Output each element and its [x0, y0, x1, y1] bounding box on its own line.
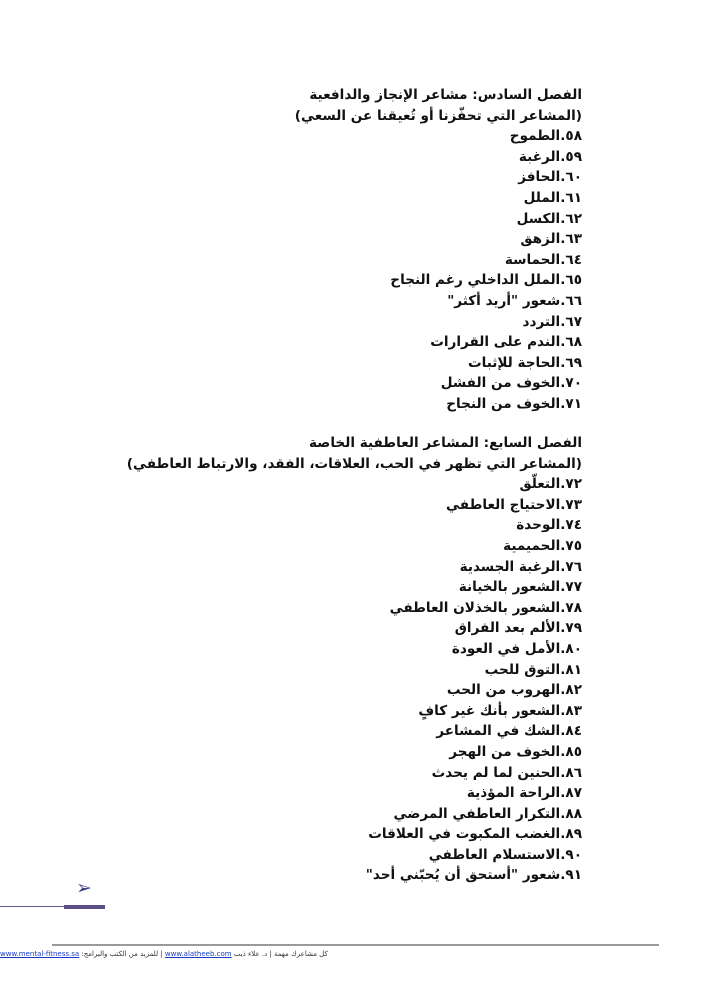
footer-divider — [52, 944, 659, 946]
list-item: ٨٢.الهروب من الحب — [446, 682, 582, 699]
footer-text-middle: | للمزيد من الكتب والبرامج: — [79, 950, 165, 958]
chapter-6-section — [295, 85, 582, 415]
list-item: ٦٣.الزهق — [520, 231, 582, 248]
arrow-right-icon: ➢ — [76, 877, 92, 899]
chapter-7-title: الفصل السابع: المشاعر العاطفية الخاصة — [308, 435, 582, 451]
list-item: ٧٤.الوحدة — [516, 517, 582, 534]
list-item: ٦٩.الحاجة للإثبات — [467, 354, 582, 371]
list-item: ٦٢.الكسل — [516, 210, 582, 227]
list-item: ٧٩.الألم بعد الفراق — [454, 620, 582, 637]
list-item: ٨٠.الأمل في العودة — [451, 640, 582, 657]
list-item: ٨١.التوق للحب — [484, 661, 582, 678]
list-item: ٨٦.الحنين لما لم يحدث — [431, 764, 582, 781]
footer-text: كل مشاعرك مهمة | د. علاء ذيب — [231, 950, 328, 958]
list-item: ٩١.شعور "أستحق أن يُحبّني أحد" — [365, 867, 582, 884]
accent-bar — [64, 905, 105, 909]
list-item: ٧٧.الشعور بالخيانة — [458, 579, 582, 596]
chapter-6-title: الفصل السادس: مشاعر الإنجاز والدافعية — [309, 87, 582, 103]
list-item: ٧١.الخوف من النجاح — [446, 395, 582, 412]
list-item: ٨٧.الراحة المؤذية — [466, 785, 582, 802]
divider — [0, 906, 64, 907]
list-item: ٦١.الملل — [523, 189, 582, 206]
footer-link-alatheeb[interactable]: www.alatheeb.com — [164, 950, 232, 958]
list-item: ٩٠.الاستسلام العاطفي — [428, 846, 582, 863]
list-item: ٦٦.شعور "أريد أكثر" — [447, 292, 582, 309]
list-item: ٧٠.الخوف من الفشل — [440, 375, 582, 392]
chapter-6-subtitle: (المشاعر التي تحفّزنا أو تُعيقنا عن السعي) — [294, 107, 582, 124]
footer-link-mental-fitness[interactable]: www.mental-fitness.sa — [0, 950, 80, 958]
list-item: ٥٨.الطموح — [509, 128, 582, 145]
list-item: ٧٦.الرغبة الجسدية — [459, 558, 582, 575]
list-item: ٧٣.الاحتياج العاطفي — [446, 496, 582, 513]
chapter-6-list — [295, 126, 582, 414]
list-item: ٨٩.الغضب المكبوت في العلاقات — [368, 826, 582, 843]
list-item: ٨٥.الخوف من الهجر — [449, 743, 582, 760]
list-item: ٧٨.الشعور بالخذلان العاطفي — [389, 599, 582, 616]
list-item: ٨٣.الشعور بأنك غير كافٍ — [418, 702, 582, 719]
page-footer — [0, 950, 542, 958]
list-item: ٧٢.التعلّق — [519, 476, 582, 493]
list-item: ٦٠.الحافز — [518, 169, 582, 186]
list-item: ٧٥.الحميمية — [503, 537, 582, 554]
list-item: ٦٧.التردد — [522, 313, 582, 330]
chapter-7-list — [127, 474, 582, 886]
list-item: ٦٥.الملل الداخلي رغم النجاح — [390, 272, 582, 289]
chapter-7-section — [127, 433, 582, 886]
list-item: ٨٨.التكرار العاطفي المرضي — [393, 805, 582, 822]
chapter-7-subtitle: (المشاعر التي تظهر في الحب، العلاقات، الفقد، والارتباط العاطفي) — [126, 455, 582, 472]
list-item: ٥٩.الرغبة — [518, 148, 582, 165]
list-item: ٨٤.الشك في المشاعر — [436, 723, 582, 740]
list-item: ٦٨.الندم على القرارات — [430, 334, 582, 351]
list-item: ٦٤.الحماسة — [504, 251, 582, 268]
